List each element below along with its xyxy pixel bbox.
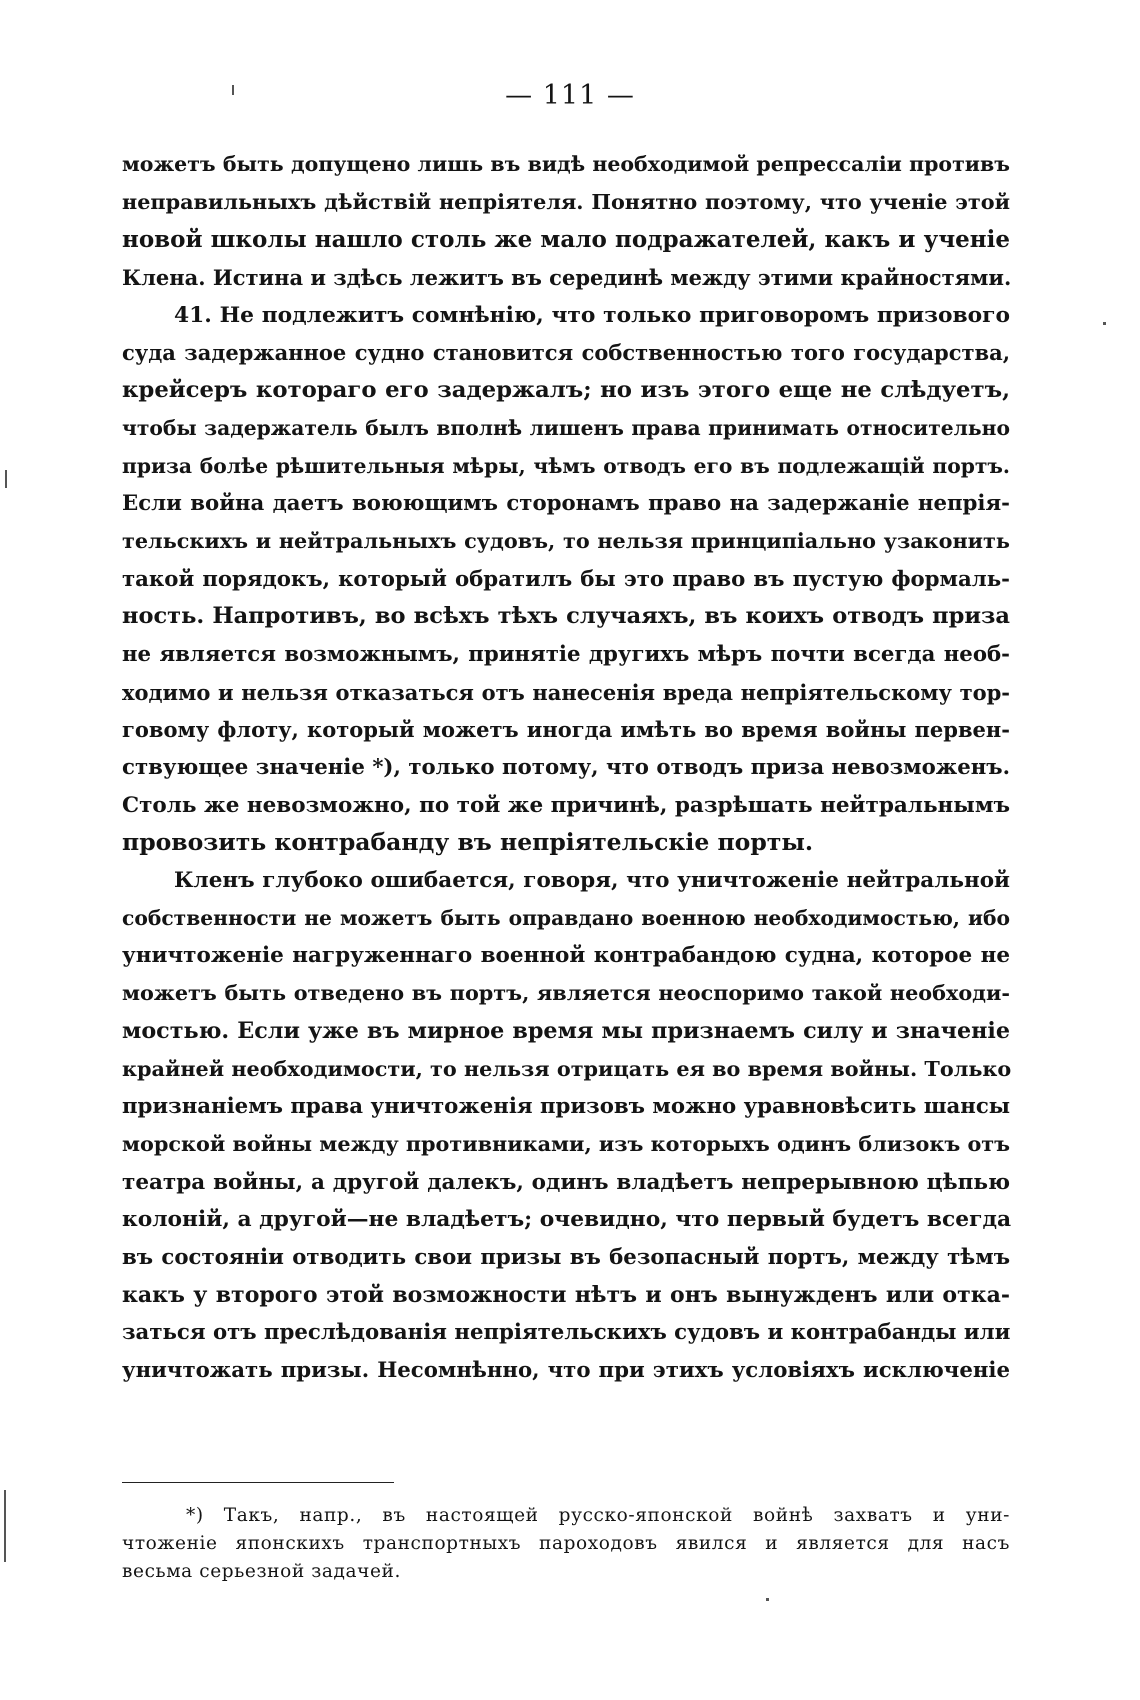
text-line: уничтоженіе нагруженнаго военной контрабандою судна, которое не xyxy=(122,943,1010,969)
text-line: тельскихъ и нейтральныхъ судовъ, то нельзя принципіально узаконить xyxy=(122,528,1010,553)
text-line: Если война даетъ воюющимъ сторонамъ право на задержаніе непрія- xyxy=(122,491,1010,517)
body-text xyxy=(122,146,1010,1390)
text-line: можетъ быть отведено въ портъ, является неоспоримо такой необходи- xyxy=(122,981,1010,1006)
page-number: — 111 — xyxy=(505,80,635,111)
text-line: заться отъ преслѣдованія непріятельскихъ судовъ и контрабанды или xyxy=(122,1320,1011,1346)
footnote-line: *) Такъ, напр., въ настоящей русско-японской войнѣ захватъ и уни- xyxy=(186,1505,1010,1526)
scan-mark xyxy=(4,1490,6,1562)
text-line: Кленъ глубоко ошибается, говоря, что уничтоженіе нейтральной xyxy=(174,868,1010,894)
footnote-line: чтоженіе японскихъ транспортныхъ пароходовъ явился и является для насъ xyxy=(122,1533,1010,1554)
text-line: не является возможнымъ, принятіе другихъ мѣръ почти всегда необ- xyxy=(122,641,1010,667)
footnote-divider xyxy=(122,1482,394,1483)
text-line: уничтожать призы. Несомнѣнно, что при этихъ условіяхъ исключеніе xyxy=(122,1358,1010,1383)
text-line: ходимо и нельзя отказаться отъ нанесенія вреда непріятельскому тор- xyxy=(122,679,1010,705)
text-line: провозить контрабанду въ непріятельскіе порты. xyxy=(122,828,814,857)
text-line: говому флоту, который можетъ иногда имѣть во время войны первен- xyxy=(122,717,1010,743)
text-line: суда задержанное судно становится собственностью того государства, xyxy=(122,340,1010,366)
text-line: такой порядокъ, который обратилъ бы это право въ пустую формаль- xyxy=(122,566,1010,592)
text-line: мостью. Если уже въ мирное время мы признаемъ силу и значеніе xyxy=(122,1017,1010,1044)
text-line: въ состояніи отводить свои призы въ безопасный портъ, между тѣмъ xyxy=(122,1244,1010,1270)
text-line: крейсеръ котораго его задержалъ; но изъ этого еще не слѣдуетъ, xyxy=(122,377,1010,404)
text-line: какъ у второго этой возможности нѣтъ и онъ вынужденъ или отка- xyxy=(122,1281,1010,1308)
text-line: неправильныхъ дѣйствій непріятеля. Понятно поэтому, что ученіе этой xyxy=(122,189,1010,214)
text-line: признаніемъ права уничтоженія призовъ можно уравновѣсить шансы xyxy=(122,1094,1011,1120)
text-line: ность. Напротивъ, во всѣхъ тѣхъ случаяхъ, въ коихъ отводъ приза xyxy=(122,603,1010,630)
text-line: морской войны между противниками, изъ которыхъ одинъ близокъ отъ xyxy=(122,1131,1011,1156)
text-line: новой школы нашло столь же мало подражателей, какъ и ученіе xyxy=(122,226,1010,254)
text-line: крайней необходимости, то нельзя отрицать ея во время войны. Только xyxy=(122,1056,1012,1081)
text-line: чтобы задержатель былъ вполнѣ лишенъ права принимать относительно xyxy=(122,415,1010,440)
scan-mark xyxy=(766,1598,769,1601)
text-line: можетъ быть допущено лишь въ видѣ необходимой репрессаліи противъ xyxy=(122,152,1010,176)
text-line: колоній, а другой—не владѣетъ; очевидно, что первый будетъ всегда xyxy=(122,1207,1012,1233)
text-line: 41. Не подлежитъ сомнѣнію, что только приговоромъ призового xyxy=(174,302,1010,328)
scan-mark xyxy=(1103,322,1106,325)
footnote xyxy=(122,1502,1010,1586)
text-line: собственности не можетъ быть оправдано военною необходимостью, ибо xyxy=(122,905,1010,930)
text-line: театра войны, а другой далекъ, одинъ владѣетъ непрерывною цѣпью xyxy=(122,1169,1010,1195)
text-line: Столь же невозможно, по той же причинѣ, разрѣшать нейтральнымъ xyxy=(122,792,1010,818)
footnote-line: весьма серьезной задачей. xyxy=(122,1561,401,1582)
text-line: приза болѣе рѣшительныя мѣры, чѣмъ отводъ его въ подлежащій портъ. xyxy=(122,453,1010,478)
text-line: Клена. Истина и здѣсь лежитъ въ серединѣ между этими крайностями. xyxy=(122,265,1012,291)
scan-mark xyxy=(232,85,234,95)
text-line: ствующее значеніе *), только потому, что отводъ приза невозможенъ. xyxy=(122,755,1010,780)
scan-mark xyxy=(5,470,7,488)
